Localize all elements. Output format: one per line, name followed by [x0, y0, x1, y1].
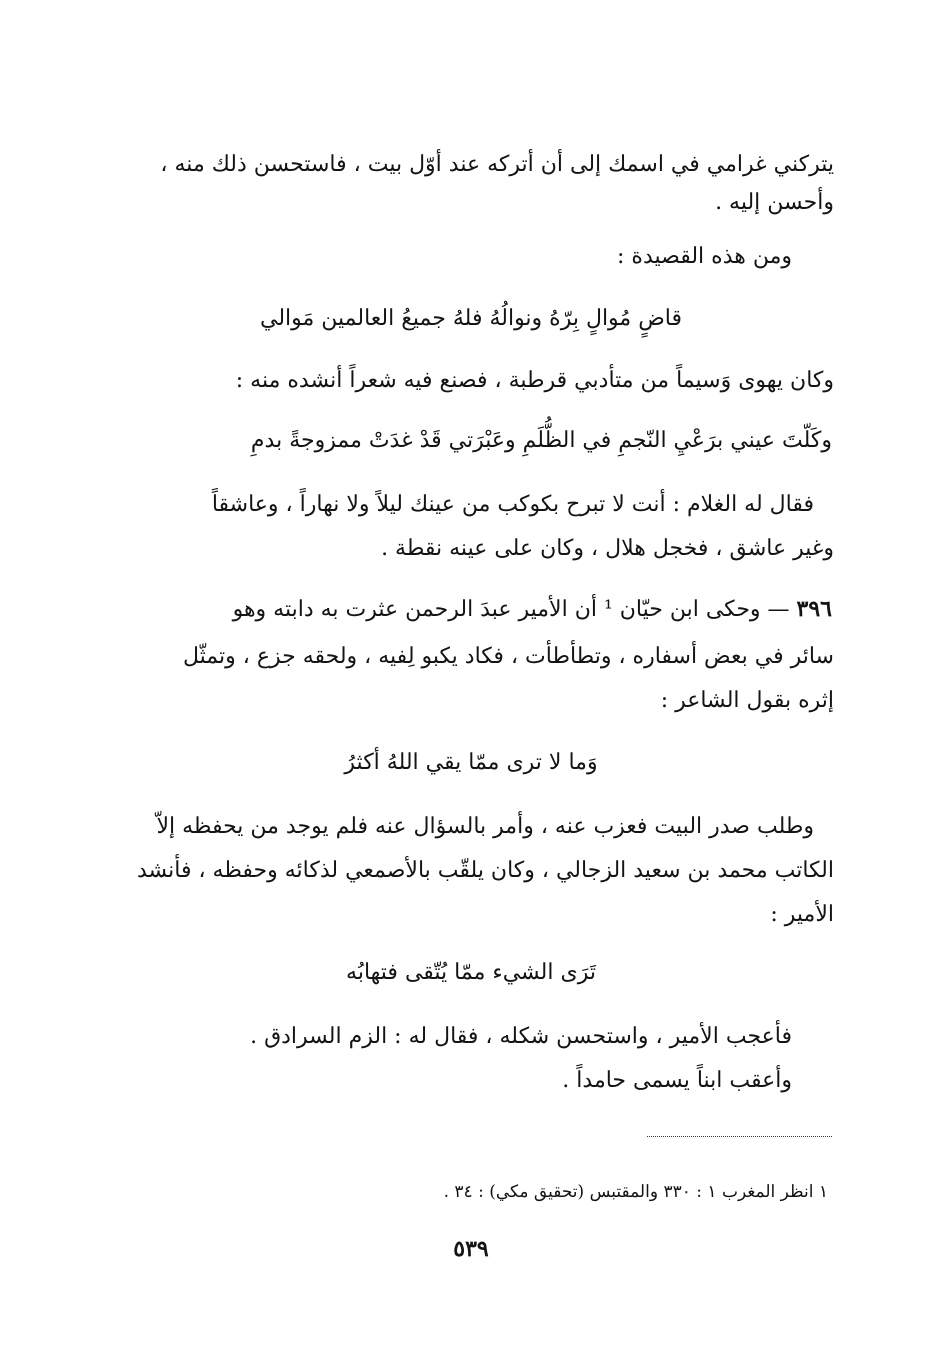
verse-3: وَما لا ترى ممّا يقي اللهُ أكثرُ [344, 750, 598, 775]
paragraph-1-line-1: يتركني غرامي في اسمك إلى أن أتركه عند أوّل بيت ، فاستحسن ذلك منه ، [160, 152, 834, 177]
paragraph-2-line-1: ومن هذه القصيدة : [617, 244, 792, 269]
paragraph-6-line-1: وطلب صدر البيت فعزب عنه ، وأمر بالسؤال عنه فلم يوجد من يحفظه إلاّ [156, 814, 814, 839]
entry-number: ٣٩٦ [796, 596, 832, 622]
paragraph-4-line-1: فقال له الغلام : أنت لا تبرح بكوكب من عينك ليلاً ولا نهاراً ، وعاشقاً [211, 492, 814, 517]
verse-4: تَرَى الشيء ممّا يُتّقى فتهابُه [346, 960, 596, 985]
paragraph-6-line-2: الكاتب محمد بن سعيد الزجالي ، وكان يلقّب بالأصمعي لذكائه وحفظه ، فأنشد [136, 858, 834, 883]
footnote-divider [647, 1136, 832, 1137]
paragraph-6-line-3: الأمير : [770, 902, 834, 927]
paragraph-7-line-2: وأعقب ابناً يسمى حامداً . [562, 1068, 792, 1093]
verse-1: قاضٍ مُوالٍ بِرّهُ ونوالُهُ فلهُ جميعُ العالمين مَوالي [259, 306, 683, 331]
verse-2: وكَلّتَ عيني برَعْيِ النّجمِ في الظُّلَمِ وعَبْرَتي قَدْ غدَتْ ممزوجةً بدمِ [250, 428, 832, 453]
paragraph-7-line-1: فأعجب الأمير ، واستحسن شكله ، فقال له : الزم السرادق . [250, 1024, 792, 1049]
paragraph-5-line-1-text: — وحكى ابن حيّان ¹ أن الأمير عبدَ الرحمن عثرت به دابته وهو [232, 597, 797, 622]
paragraph-5-line-2: سائر في بعض أسفاره ، وتطأطأت ، فكاد يكبو لِفيه ، ولحقه جزع ، وتمثّل [183, 644, 834, 669]
paragraph-4-line-2: وغير عاشق ، فخجل هلال ، وكان على عينه نقطة . [381, 536, 834, 561]
page-number: ٥٣٩ [453, 1236, 489, 1262]
paragraph-5-line-1 [132, 594, 832, 625]
paragraph-3-line-1: وكان يهوى وَسيماً من متأدبي قرطبة ، فصنع فيه شعراً أنشده منه : [235, 368, 834, 393]
footnote: ١ انظر المغرب ١ : ٣٣٠ والمقتبس (تحقيق مكي) : ٣٤ . [443, 1182, 828, 1202]
paragraph-1-line-2: وأحسن إليه . [715, 190, 834, 215]
paragraph-5-line-3: إثره بقول الشاعر : [660, 688, 834, 713]
